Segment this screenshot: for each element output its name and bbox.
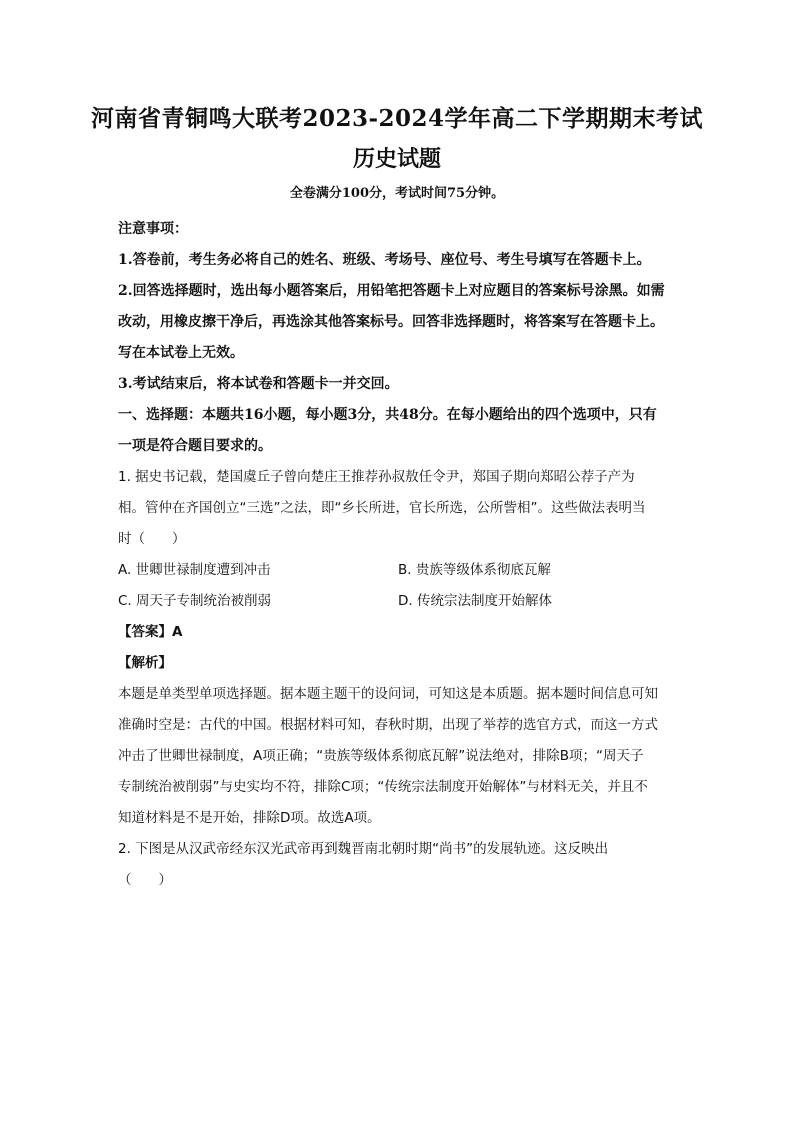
exam-info: 全卷满分100分，考试时间75分钟。 <box>289 186 505 201</box>
question-1-analysis-label: 【解析】 <box>118 655 172 671</box>
question-1-analysis-line-2: 准确时空是：古代的中国。根据材料可知，春秋时期，出现了举荐的选官方式，而这一方式 <box>118 717 658 733</box>
option-a: A. 世卿世禄制度遭到冲击 <box>118 562 271 578</box>
question-1-analysis-line-5: 知道材料是不是开始，排除D项。故选A项。 <box>118 810 381 826</box>
exam-subject: 历史试题 <box>352 146 441 172</box>
exam-body <box>118 214 678 896</box>
question-1-line-1: 1. 据史书记载，楚国虞丘子曾向楚庄王推荐孙叔敖任令尹，郑国子期向郑昭公荐子产为 <box>118 469 635 485</box>
question-1-analysis-line-3: 冲击了世卿世禄制度，A项正确；“贵族等级体系彻底瓦解”说法绝对，排除B项；“周天子 <box>118 748 644 764</box>
option-d: D. 传统宗法制度开始解体 <box>398 593 552 609</box>
notice-heading: 注意事项： <box>118 221 188 237</box>
question-1-answer: 【答案】A <box>118 624 183 640</box>
question-2-line-2: （ ） <box>118 872 172 888</box>
question-1-analysis-line-4: 专制统治被削弱”与史实均不符，排除C项；“传统宗法制度开始解体”与材料无关，并且不 <box>118 779 648 795</box>
notice-item-1: 1.答卷前，考生务必将自己的姓名、班级、考场号、座位号、考生号填写在答题卡上。 <box>118 252 651 268</box>
question-2-line-1: 2. 下图是从汉武帝经东汉光武帝再到魏晋南北朝时期“尚书”的发展轨迹。这反映出 <box>118 841 609 857</box>
question-1-analysis-line-1: 本题是单类型单项选择题。据本题主题干的设问词，可知这是本质题。据本题时间信息可知 <box>118 686 658 702</box>
section-heading-line-2: 一项是符合题目要求的。 <box>118 438 272 454</box>
section-heading-line-1: 一、选择题：本题共16小题，每小题3分，共48分。在每小题给出的四个选项中，只有 <box>118 407 657 423</box>
notice-item-3: 3.考试结束后，将本试卷和答题卡一并交回。 <box>118 376 399 392</box>
question-1-options-row-2 <box>118 586 678 617</box>
option-c: C. 周天子专制统治被削弱 <box>118 593 272 609</box>
question-1-line-3: 时（ ） <box>118 531 186 547</box>
notice-item-2-line-3: 写在本试卷上无效。 <box>118 345 244 361</box>
notice-item-2-line-2: 改动，用橡皮擦干净后，再选涂其他答案标号。回答非选择题时，将答案写在答题卡上。 <box>118 314 664 330</box>
exam-title: 河南省青铜鸣大联考2023-2024学年高二下学期期末考试 <box>90 105 704 132</box>
question-1-line-2: 相。管仲在齐国创立“三选”之法，即“乡长所进，官长所选，公所訾相”。这些做法表明当 <box>118 500 646 516</box>
option-b: B. 贵族等级体系彻底瓦解 <box>398 562 551 578</box>
notice-item-2-line-1: 2.回答选择题时，选出每小题答案后，用铅笔把答题卡上对应题目的答案标号涂黑。如需 <box>118 283 665 299</box>
question-1-options-row-1 <box>118 555 678 586</box>
